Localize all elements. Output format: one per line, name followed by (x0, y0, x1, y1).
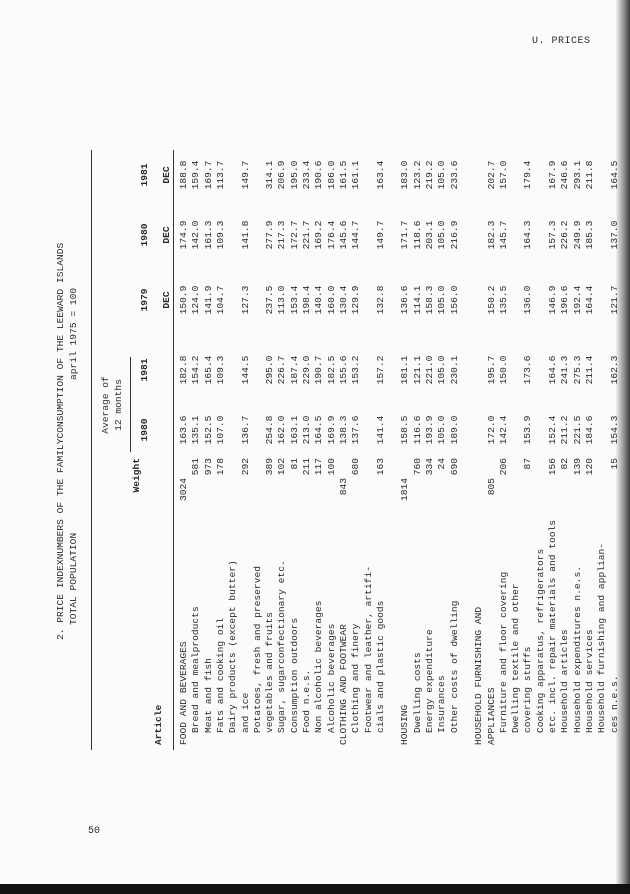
article-label: APPLIANCES (485, 687, 497, 745)
article-label: Footwear and leather, artifi- (362, 566, 374, 733)
index-value: 314.1 (264, 160, 276, 190)
article-label: HOUSING (399, 704, 411, 745)
article-label: Clothing and finery (350, 623, 362, 733)
article-label: vegetables and fruits (264, 612, 276, 733)
index-value: 153.4 (288, 285, 300, 315)
table-row (547, 150, 559, 850)
index-value: 241.3 (559, 355, 571, 385)
index-value: 246.6 (559, 160, 571, 190)
index-value: 169.9 (325, 415, 337, 445)
index-value: 174.9 (178, 220, 189, 250)
index-value: 137.0 (608, 220, 620, 250)
article-label: CLOTHING AND FOOTWEAR (337, 624, 349, 745)
article-label: ces n.e.s. (608, 675, 620, 733)
weight-value: 3024 (178, 478, 189, 502)
table-row (240, 150, 252, 850)
index-value: 121.7 (608, 285, 620, 315)
article-label: Cooking apparatus, refrigerators (534, 548, 546, 733)
index-value: 183.0 (399, 160, 411, 190)
index-value: 221.0 (424, 355, 435, 385)
table-row (203, 150, 215, 850)
index-value: 179.4 (522, 160, 534, 190)
index-value: 145.7 (497, 220, 509, 250)
article-label: Alcoholic beverages (325, 623, 337, 733)
index-value: 164.6 (547, 355, 558, 385)
index-value: 159.4 (190, 160, 202, 190)
table-row (326, 150, 338, 850)
index-value: 217.3 (276, 220, 288, 250)
index-value: 196.6 (559, 285, 571, 315)
table-row (449, 150, 461, 850)
index-value: 233.6 (448, 160, 460, 190)
weight-value: 206 (497, 458, 509, 476)
table-row (363, 150, 375, 850)
index-value: 158.3 (424, 285, 435, 315)
index-value: 136.7 (239, 415, 251, 445)
index-value: 141.8 (239, 220, 251, 250)
index-value: 146.9 (547, 285, 558, 315)
index-value: 136.6 (399, 285, 411, 315)
month-header-1979: DEC (161, 291, 172, 309)
article-label: FOOD AND BEVERAGES (178, 641, 189, 745)
index-value: 172.0 (485, 415, 497, 445)
weight-value: 178 (214, 458, 226, 476)
article-label: Non alcoholic beverages (313, 600, 325, 733)
weight-value: 211 (301, 458, 312, 476)
article-label: Energy expenditure (424, 629, 435, 733)
scan-edge-bottom (0, 884, 630, 894)
index-value: 182.8 (178, 355, 189, 385)
table-row (252, 150, 264, 850)
table-row (461, 150, 473, 850)
weight-value: 81 (288, 458, 300, 470)
section-heading: U. PRICES (532, 36, 591, 47)
top-rule (91, 150, 92, 750)
index-value: 155.6 (337, 355, 349, 385)
article-label: Household articles (559, 629, 571, 733)
index-value: 206.9 (276, 160, 288, 190)
index-value: 164.4 (583, 285, 595, 315)
index-value: 145.6 (337, 220, 349, 250)
average-label-2: 12 months (113, 379, 124, 431)
index-value: 116.6 (411, 415, 423, 445)
table-row (313, 150, 325, 850)
index-value: 203.1 (424, 220, 435, 250)
index-value: 295.0 (264, 355, 276, 385)
index-value: 141.9 (202, 285, 214, 315)
article-label: Household expenditures n.e.s. (571, 566, 583, 733)
index-value: 189.0 (448, 415, 460, 445)
index-value: 195.0 (288, 160, 300, 190)
weight-value: 117 (313, 458, 325, 476)
article-label: Dwelling costs (411, 652, 423, 733)
year-header-avg-1981: 1981 (139, 358, 150, 382)
index-value: 162.3 (608, 355, 620, 385)
table-row (424, 150, 436, 850)
article-label: covering stuffs (522, 646, 534, 733)
index-value: 195.7 (485, 355, 497, 385)
index-value: 144.5 (239, 355, 251, 385)
index-value: 150.2 (485, 285, 497, 315)
index-value: 157.3 (547, 220, 558, 250)
weight-value: 292 (239, 458, 251, 476)
index-value: 171.7 (399, 220, 411, 250)
index-value: 135.5 (497, 285, 509, 315)
index-value: 221.7 (301, 220, 312, 250)
index-value: 169.7 (202, 160, 214, 190)
index-value: 141.4 (374, 415, 386, 445)
index-value: 187.4 (288, 355, 300, 385)
article-label: Food n.e.s. (301, 669, 312, 733)
article-label: Fats and cooking oil (214, 617, 226, 733)
table-row (584, 150, 596, 850)
weight-value: 581 (190, 458, 202, 476)
index-value: 105.0 (436, 355, 448, 385)
index-value: 163.6 (178, 415, 189, 445)
index-value: 105.0 (436, 220, 448, 250)
index-value: 165.4 (202, 355, 214, 385)
weight-value: 760 (411, 458, 423, 476)
weight-value: 120 (583, 458, 595, 476)
index-value: 237.5 (264, 285, 276, 315)
article-label: Household services (583, 629, 595, 733)
table-row (498, 150, 510, 850)
index-value: 105.0 (436, 160, 448, 190)
index-value: 221.5 (571, 415, 583, 445)
table-row (436, 150, 448, 850)
weight-value: 82 (559, 458, 571, 470)
year-header-1980: 1980 (139, 223, 150, 247)
index-value: 161.1 (350, 160, 362, 190)
index-value: 293.1 (571, 160, 583, 190)
month-header-1981: DEC (161, 166, 172, 184)
table-row (596, 150, 608, 850)
index-value: 186.0 (325, 160, 337, 190)
weight-value: 680 (350, 458, 362, 476)
article-label: Household furnishing and applian- (596, 543, 608, 733)
index-value: 138.3 (337, 415, 349, 445)
index-value: 124.0 (190, 285, 202, 315)
index-value: 219.2 (424, 160, 435, 190)
index-value: 182.5 (325, 355, 337, 385)
article-label: Dwelling textile and other (510, 583, 522, 733)
table-row (522, 150, 534, 850)
index-value: 135.1 (190, 415, 202, 445)
index-value: 233.4 (301, 160, 312, 190)
index-value: 105.0 (436, 285, 448, 315)
article-header: Article (153, 704, 164, 745)
index-value: 181.1 (399, 355, 411, 385)
weight-header: Weight (131, 458, 142, 493)
table-row (289, 150, 301, 850)
index-value: 229.0 (301, 355, 312, 385)
article-label: HOUSEHOLD FURNISHING AND (473, 606, 485, 745)
article-label: and ice (239, 692, 251, 733)
weight-value: 389 (264, 458, 276, 476)
index-value: 161.3 (202, 220, 214, 250)
index-value: 163.1 (288, 415, 300, 445)
index-value: 152.4 (547, 415, 558, 445)
index-value: 169.2 (313, 220, 325, 250)
weight-value: 100 (325, 458, 337, 476)
index-value: 164.5 (313, 415, 325, 445)
index-value: 190.7 (313, 355, 325, 385)
table-row (609, 150, 621, 850)
average-label-1: Average of (100, 376, 111, 434)
index-value: 107.0 (214, 415, 226, 445)
article-label: cials and plastic goods (374, 600, 386, 733)
average-header (99, 355, 125, 455)
index-value: 127.3 (239, 285, 251, 315)
index-value: 188.8 (178, 160, 189, 190)
index-value: 113.0 (276, 285, 288, 315)
index-value: 249.9 (571, 220, 583, 250)
index-value: 121.1 (411, 355, 423, 385)
index-value: 163.4 (374, 160, 386, 190)
weight-value: 139 (571, 458, 583, 476)
page-number: 50 (88, 826, 101, 837)
index-value: 172.7 (288, 220, 300, 250)
article-label: Furniture and floor covering (497, 571, 509, 733)
year-header-avg-1980: 1980 (139, 418, 150, 442)
index-value: 149.7 (239, 160, 251, 190)
table-row (473, 150, 485, 850)
index-value: 109.3 (214, 220, 226, 250)
index-value: 137.6 (350, 415, 362, 445)
table-row (301, 150, 313, 850)
table-row (264, 150, 276, 850)
index-value: 142.0 (190, 220, 202, 250)
table-row (399, 150, 411, 850)
table-row (227, 150, 239, 850)
index-value: 190.6 (313, 160, 325, 190)
index-value: 132.8 (374, 285, 386, 315)
table-row (559, 150, 571, 850)
article-label: Potatoes, fresh and preserved (251, 566, 263, 733)
index-value: 160.0 (325, 285, 337, 315)
index-value: 150.9 (178, 285, 189, 315)
table-row (486, 150, 498, 850)
index-value: 182.3 (485, 220, 497, 250)
index-value: 254.8 (264, 415, 276, 445)
index-value: 142.4 (497, 415, 509, 445)
index-value: 192.4 (571, 285, 583, 315)
weight-value: 156 (547, 458, 558, 476)
price-index-table (55, 150, 620, 850)
weight-value: 102 (276, 458, 288, 476)
index-value: 105.0 (436, 415, 448, 445)
index-value: 277.9 (264, 220, 276, 250)
index-value: 226.2 (559, 220, 571, 250)
index-value: 109.3 (214, 355, 226, 385)
table-base-period: april 1975 = 100 (68, 287, 79, 380)
year-header-1981: 1981 (139, 163, 150, 187)
weight-value: 1814 (399, 478, 411, 502)
weight-value: 15 (608, 458, 620, 470)
index-value: 144.7 (350, 220, 362, 250)
index-value: 118.6 (411, 220, 423, 250)
header-rule (173, 150, 174, 750)
weight-value: 24 (436, 458, 448, 470)
table-row (276, 150, 288, 850)
index-value: 230.1 (448, 355, 460, 385)
weight-value: 163 (374, 458, 386, 476)
index-value: 154.2 (190, 355, 202, 385)
weight-value: 87 (522, 458, 534, 470)
weight-value: 334 (424, 458, 435, 476)
table-row (412, 150, 424, 850)
article-label: Consumption outdoors (288, 617, 300, 733)
index-value: 198.4 (301, 285, 312, 315)
index-value: 211.8 (583, 160, 595, 190)
index-value: 167.9 (547, 160, 558, 190)
weight-value: 973 (202, 458, 214, 476)
index-value: 176.4 (325, 220, 337, 250)
table-row (535, 150, 547, 850)
article-label: Sugar, sugarconfectionary etc. (276, 560, 288, 733)
table-row (510, 150, 522, 850)
table-title: 2. PRICE INDEXNUMBERS OF THE FAMILYCONSUMPTION OF THE LEEWARD ISLANDS (55, 242, 66, 640)
index-value: 156.0 (448, 285, 460, 315)
index-value: 123.2 (411, 160, 423, 190)
index-value: 150.0 (497, 355, 509, 385)
table-row (215, 150, 227, 850)
index-value: 140.4 (313, 285, 325, 315)
index-value: 157.0 (497, 160, 509, 190)
weight-value: 805 (485, 478, 497, 496)
index-value: 154.3 (608, 415, 620, 445)
index-value: 113.7 (214, 160, 226, 190)
index-value: 162.0 (276, 415, 288, 445)
index-value: 136.0 (522, 285, 534, 315)
table-row (190, 150, 202, 850)
article-label: Other costs of dwelling (448, 600, 460, 733)
index-value: 211.4 (583, 355, 595, 385)
index-value: 157.2 (374, 355, 386, 385)
weight-value: 690 (448, 458, 460, 476)
index-value: 153.2 (350, 355, 362, 385)
index-value: 158.5 (399, 415, 411, 445)
index-value: 153.9 (522, 415, 534, 445)
index-value: 104.7 (214, 285, 226, 315)
table-row (178, 150, 190, 850)
index-value: 164.5 (608, 160, 620, 190)
year-header-1979: 1979 (139, 288, 150, 312)
index-value: 164.3 (522, 220, 534, 250)
month-header-1980: DEC (161, 226, 172, 244)
article-label: Meat and fish (202, 658, 214, 733)
index-value: 161.5 (337, 160, 349, 190)
article-label: Bread and mealproducts (190, 606, 202, 733)
table-row (338, 150, 350, 850)
table-row (387, 150, 399, 850)
index-value: 184.6 (583, 415, 595, 445)
index-value: 216.9 (448, 220, 460, 250)
index-value: 211.2 (559, 415, 571, 445)
table-row (572, 150, 584, 850)
table-row (375, 150, 387, 850)
table-row (350, 150, 362, 850)
index-value: 129.9 (350, 285, 362, 315)
index-value: 130.4 (337, 285, 349, 315)
weight-value: 843 (337, 478, 349, 496)
average-underline (130, 357, 131, 452)
article-label: Dairy products (except butter) (227, 560, 239, 733)
index-value: 152.5 (202, 415, 214, 445)
article-label: Insurances (436, 675, 448, 733)
index-value: 193.9 (424, 415, 435, 445)
index-value: 114.1 (411, 285, 423, 315)
index-value: 226.7 (276, 355, 288, 385)
index-value: 213.0 (301, 415, 312, 445)
article-label: etc. incl. repair materials and tools (547, 519, 558, 733)
index-value: 275.3 (571, 355, 583, 385)
index-value: 202.7 (485, 160, 497, 190)
index-value: 173.6 (522, 355, 534, 385)
index-value: 185.3 (583, 220, 595, 250)
index-value: 149.7 (374, 220, 386, 250)
table-subtitle: TOTAL POPULATION (68, 532, 79, 625)
